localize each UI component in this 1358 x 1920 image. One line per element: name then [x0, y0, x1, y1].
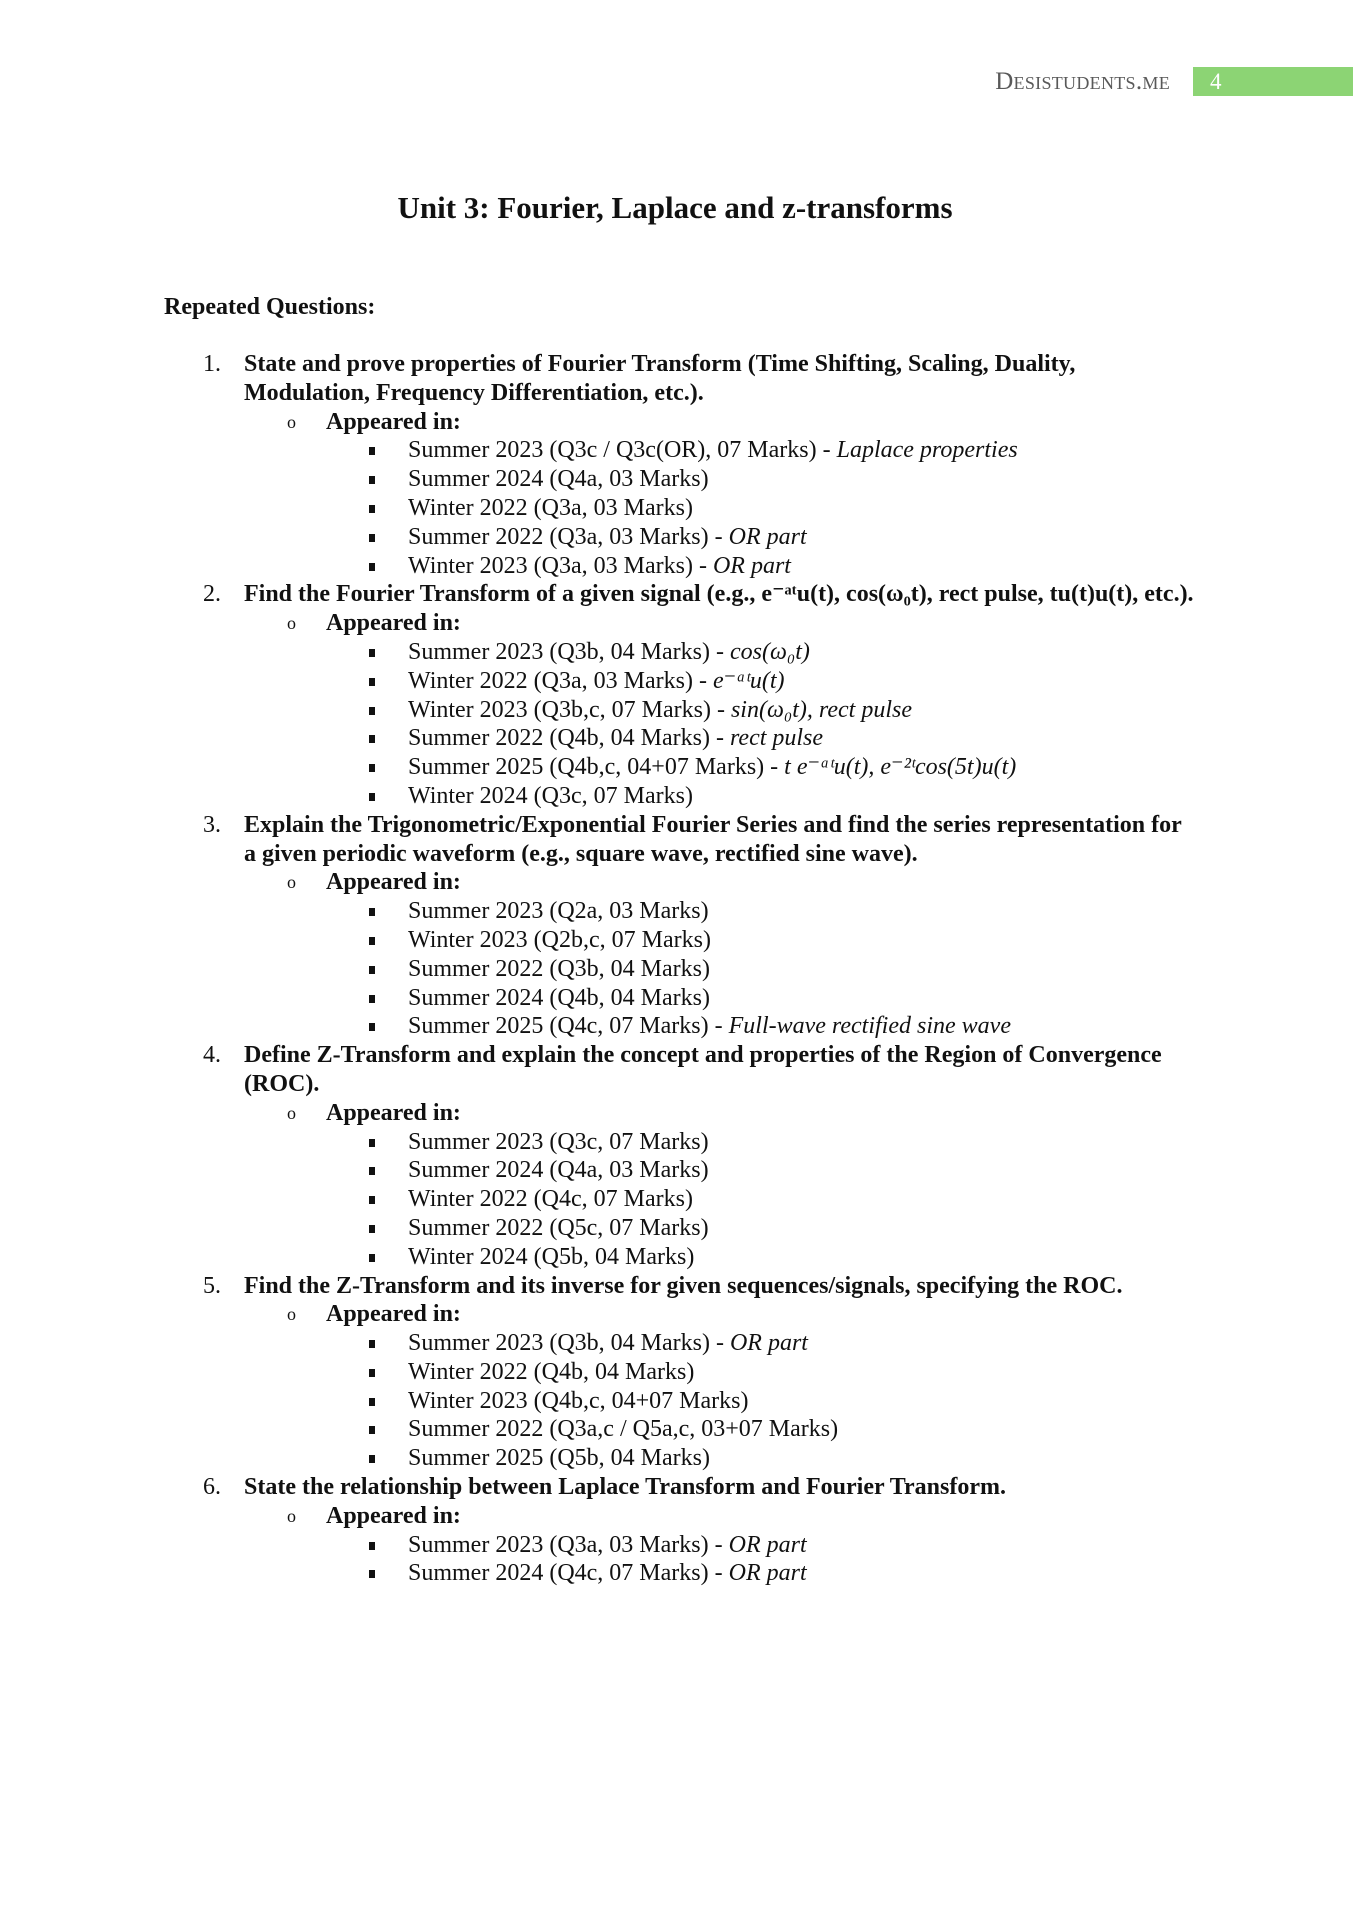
occurrence-separator: -: [709, 725, 730, 752]
occurrence-exam: Summer 2022 (Q5c, 07 Marks): [408, 1214, 709, 1241]
occurrence-exam: Summer 2022 (Q3a,c / Q5a,c, 03+07 Marks): [408, 1416, 839, 1443]
square-bullet-icon: [369, 1426, 375, 1434]
occurrence-item: [0, 1185, 1358, 1214]
appeared-in-label-row: [0, 868, 1358, 897]
occurrence-separator: -: [709, 638, 730, 665]
hollow-circle-bullet-icon: o: [287, 1102, 296, 1123]
occurrence-item: [0, 955, 1358, 984]
appeared-in-label: Appeared in:: [326, 1502, 461, 1529]
question-text: Define Z-Transform and explain the concept and properties of the Region of Convergence (ROC).: [244, 1042, 1162, 1097]
square-bullet-icon: [369, 1570, 375, 1578]
question-text: Find the Fourier Transform of a given signal (e.g., e⁻ᵃᵗu(t), cos(ω₀t), rect pulse, tu(t)u(t), etc.).: [244, 581, 1194, 608]
occurrence-item: [0, 436, 1358, 465]
occurrence-exam: Summer 2025 (Q4c, 07 Marks): [408, 1013, 709, 1040]
site-name: Desistudents.me: [995, 68, 1170, 95]
occurrence-exam: Winter 2023 (Q2b,c, 07 Marks): [408, 926, 711, 953]
occurrence-item: [0, 1128, 1358, 1157]
square-bullet-icon: [369, 1139, 375, 1147]
square-bullet-icon: [369, 1023, 375, 1031]
occurrence-exam: Winter 2022 (Q4b, 04 Marks): [408, 1358, 695, 1385]
square-bullet-icon: [369, 1225, 375, 1233]
occurrence-exam: Winter 2023 (Q3b,c, 07 Marks): [408, 696, 711, 723]
hollow-circle-bullet-icon: o: [287, 872, 296, 893]
appeared-in-label-row: [0, 408, 1358, 437]
occurrence-item: [0, 782, 1358, 811]
appeared-in-label: Appeared in:: [326, 869, 461, 896]
occurrence-exam: Winter 2022 (Q3a, 03 Marks): [408, 667, 693, 694]
question-text: Find the Z-Transform and its inverse for given sequences/signals, specifying the ROC.: [244, 1272, 1123, 1299]
occurrence-note: e⁻ᵃᵗu(t): [712, 667, 785, 694]
occurrence-exam: Winter 2022 (Q3a, 03 Marks): [408, 494, 693, 521]
occurrence-note: rect pulse: [729, 725, 824, 752]
occurrence-item: [0, 984, 1358, 1013]
occurrence-item: [0, 1559, 1358, 1588]
square-bullet-icon: [369, 1398, 375, 1406]
occurrence-exam: Summer 2024 (Q4c, 07 Marks): [408, 1560, 709, 1587]
appeared-in-label-row: [0, 1300, 1358, 1329]
occurrence-exam: Winter 2023 (Q4b,c, 04+07 Marks): [408, 1387, 749, 1414]
occurrence-list: [0, 897, 1358, 1041]
occurrence-exam: Winter 2024 (Q3c, 07 Marks): [408, 782, 693, 809]
appeared-in-label: Appeared in:: [326, 408, 461, 435]
question-item: [0, 811, 1358, 1041]
square-bullet-icon: [369, 1340, 375, 1348]
occurrence-separator: -: [708, 1560, 729, 1587]
occurrence-exam: Winter 2022 (Q4c, 07 Marks): [408, 1186, 693, 1213]
question-number: 6.: [203, 1474, 221, 1501]
occurrence-item: [0, 667, 1358, 696]
occurrence-list: [0, 1128, 1358, 1272]
occurrence-note: t e⁻ᵃᵗu(t), e⁻²ᵗcos(5t)u(t): [784, 754, 1017, 781]
square-bullet-icon: [369, 1369, 375, 1377]
page-title: Unit 3: Fourier, Laplace and z-transforms: [397, 190, 953, 225]
occurrence-item: [0, 696, 1358, 725]
appeared-in-label: Appeared in:: [326, 1099, 461, 1126]
square-bullet-icon: [369, 649, 375, 657]
question-number: 3.: [203, 811, 221, 838]
question-item: [0, 1272, 1358, 1474]
occurrence-note: OR part: [728, 523, 807, 550]
occurrence-item: [0, 1531, 1358, 1560]
occurrence-list: [0, 1329, 1358, 1473]
occurrence-note: cos(ω₀t): [729, 638, 810, 665]
square-bullet-icon: [369, 678, 375, 686]
occurrence-exam: Summer 2023 (Q3c, 07 Marks): [408, 1128, 709, 1155]
question-text: State the relationship between Laplace Transform and Fourier Transform.: [244, 1474, 1006, 1501]
occurrence-item: [0, 1243, 1358, 1272]
square-bullet-icon: [369, 505, 375, 513]
appeared-in-label-row: [0, 1099, 1358, 1128]
occurrence-item: [0, 1329, 1358, 1358]
occurrence-separator: -: [764, 754, 785, 781]
occurrence-item: [0, 753, 1358, 782]
occurrence-item: [0, 1156, 1358, 1185]
page-header: [0, 67, 1358, 97]
occurrence-note: Laplace properties: [836, 437, 1018, 464]
square-bullet-icon: [369, 1455, 375, 1463]
occurrence-item: [0, 897, 1358, 926]
square-bullet-icon: [369, 966, 375, 974]
occurrence-item: [0, 724, 1358, 753]
question-number: 5.: [203, 1272, 221, 1299]
square-bullet-icon: [369, 534, 375, 542]
occurrence-list: [0, 1531, 1358, 1589]
square-bullet-icon: [369, 1254, 375, 1262]
question-text: State and prove properties of Fourier Transform (Time Shifting, Scaling, Duality, Modulation, Frequency Differentiation, etc.).: [244, 351, 1076, 406]
occurrence-list: [0, 436, 1358, 580]
square-bullet-icon: [369, 707, 375, 715]
occurrence-note: OR part: [729, 1330, 808, 1357]
occurrence-item: [0, 1387, 1358, 1416]
square-bullet-icon: [369, 1167, 375, 1175]
question-item: [0, 1041, 1358, 1271]
question-text: Explain the Trigonometric/Exponential Fourier Series and find the series representation for a given periodic waveform (e.g., square wave, rectified sine wave).: [244, 811, 1182, 867]
section-heading: Repeated Questions:: [164, 294, 376, 320]
square-bullet-icon: [369, 764, 375, 772]
occurrence-item: [0, 552, 1358, 581]
occurrence-exam: Summer 2025 (Q5b, 04 Marks): [408, 1445, 710, 1472]
occurrence-exam: Summer 2023 (Q2a, 03 Marks): [408, 898, 709, 925]
question-item: [0, 350, 1358, 580]
occurrence-exam: Summer 2024 (Q4a, 03 Marks): [408, 466, 709, 493]
appeared-in-label-row: [0, 1502, 1358, 1531]
occurrence-exam: Winter 2024 (Q5b, 04 Marks): [408, 1243, 695, 1270]
square-bullet-icon: [369, 995, 375, 1003]
occurrence-exam: Summer 2023 (Q3b, 04 Marks): [408, 1330, 710, 1357]
square-bullet-icon: [369, 1196, 375, 1204]
hollow-circle-bullet-icon: o: [287, 1304, 296, 1325]
occurrence-separator: -: [692, 552, 713, 579]
hollow-circle-bullet-icon: o: [287, 1505, 296, 1526]
question-list: [0, 350, 1358, 1588]
hollow-circle-bullet-icon: o: [287, 613, 296, 634]
occurrence-exam: Summer 2022 (Q3b, 04 Marks): [408, 955, 710, 982]
occurrence-item: [0, 1012, 1358, 1041]
occurrence-item: [0, 1358, 1358, 1387]
occurrence-separator: -: [692, 667, 713, 694]
square-bullet-icon: [369, 793, 375, 801]
occurrence-item: [0, 926, 1358, 955]
occurrence-list: [0, 638, 1358, 811]
question-number: 2.: [203, 581, 221, 608]
appeared-in-label-row: [0, 609, 1358, 638]
occurrence-exam: Summer 2024 (Q4a, 03 Marks): [408, 1157, 709, 1184]
occurrence-separator: -: [709, 1330, 730, 1357]
occurrence-exam: Winter 2023 (Q3a, 03 Marks): [408, 552, 693, 579]
square-bullet-icon: [369, 476, 375, 484]
occurrence-item: [0, 1444, 1358, 1473]
occurrence-exam: Summer 2025 (Q4b,c, 04+07 Marks): [408, 754, 765, 781]
occurrence-item: [0, 638, 1358, 667]
occurrence-separator: -: [708, 523, 729, 550]
occurrence-item: [0, 494, 1358, 523]
question-number: 1.: [203, 351, 221, 377]
page-number-badge: 4: [1193, 67, 1353, 96]
occurrence-separator: -: [708, 1531, 729, 1558]
question-item: [0, 1473, 1358, 1588]
question-number: 4.: [203, 1042, 221, 1069]
occurrence-note: OR part: [728, 1560, 807, 1587]
occurrence-note: Full-wave rectified sine wave: [728, 1013, 1011, 1040]
occurrence-exam: Summer 2023 (Q3c / Q3c(OR), 07 Marks): [408, 437, 817, 464]
occurrence-note: sin(ω₀t), rect pulse: [730, 696, 912, 723]
occurrence-separator: -: [708, 1013, 729, 1040]
occurrence-separator: -: [710, 696, 731, 723]
square-bullet-icon: [369, 937, 375, 945]
occurrence-separator: -: [816, 437, 837, 464]
square-bullet-icon: [369, 735, 375, 743]
square-bullet-icon: [369, 908, 375, 916]
square-bullet-icon: [369, 447, 375, 455]
occurrence-exam: Summer 2022 (Q4b, 04 Marks): [408, 725, 710, 752]
hollow-circle-bullet-icon: o: [287, 411, 296, 432]
question-item: [0, 580, 1358, 810]
occurrence-item: [0, 465, 1358, 494]
square-bullet-icon: [369, 1542, 375, 1550]
occurrence-note: OR part: [728, 1531, 807, 1558]
occurrence-exam: Summer 2023 (Q3a, 03 Marks): [408, 1531, 709, 1558]
occurrence-exam: Summer 2023 (Q3b, 04 Marks): [408, 638, 710, 665]
occurrence-exam: Summer 2024 (Q4b, 04 Marks): [408, 984, 710, 1011]
occurrence-note: OR part: [712, 552, 791, 579]
appeared-in-label: Appeared in:: [326, 1301, 461, 1328]
appeared-in-label: Appeared in:: [326, 610, 461, 637]
occurrence-item: [0, 1415, 1358, 1444]
occurrence-item: [0, 523, 1358, 552]
occurrence-item: [0, 1214, 1358, 1243]
occurrence-exam: Summer 2022 (Q3a, 03 Marks): [408, 523, 709, 550]
square-bullet-icon: [369, 563, 375, 571]
